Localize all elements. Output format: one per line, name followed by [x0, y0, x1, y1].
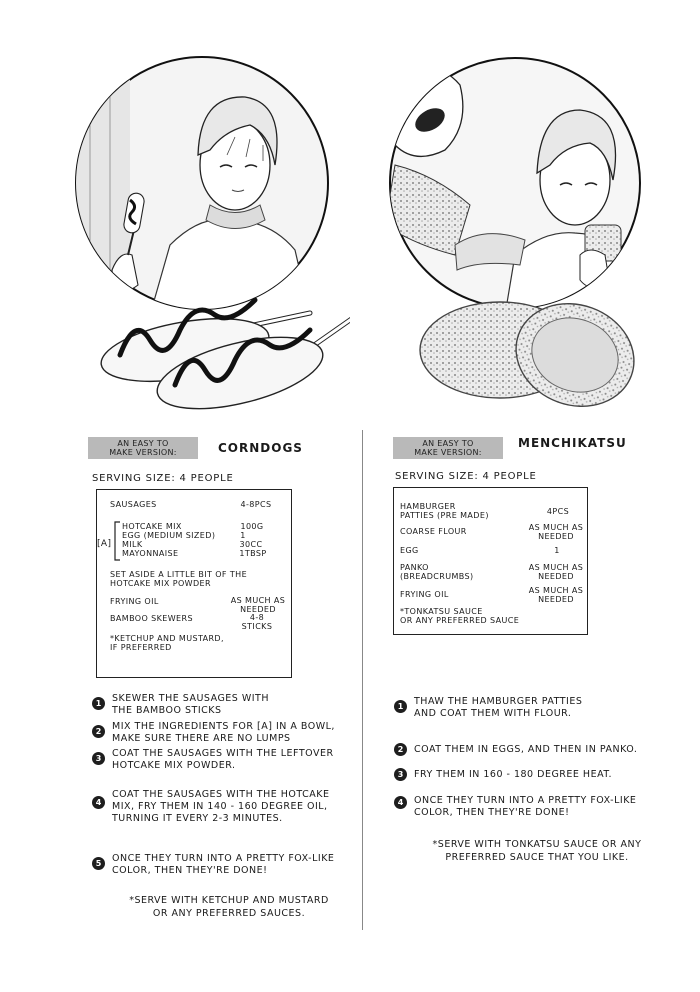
ingredient-qty: AS MUCH AS NEEDED [528, 563, 584, 581]
corndog-illustration [60, 55, 350, 435]
ingredient-name: MAYONNAISE [122, 549, 179, 558]
step-text: THAW THE HAMBURGER PATTIES AND COAT THEM WITH FLOUR. [414, 696, 583, 719]
ingredient-name: COARSE FLOUR [400, 527, 467, 536]
ingredient-qty: 4PCS [546, 507, 570, 516]
ingredient-qty: 1TBSP [239, 549, 267, 558]
ingredient-name: BAMBOO SKEWERS [110, 614, 193, 623]
ingredient-note: SET ASIDE A LITTLE BIT OF THE HOTCAKE MIX POWDER [110, 570, 248, 588]
ingredient-note: *TONKATSU SAUCE OR ANY PREFERRED SAUCE [400, 607, 520, 625]
ingredient-qty: 30CC [239, 540, 263, 549]
recipe-title: MENCHIKATSU [518, 436, 627, 450]
step-text: COAT THE SAUSAGES WITH THE HOTCAKE MIX, FRY THEM IN 140 - 160 DEGREE OIL, TURNING IT EVERY 2-3 MINUTES. [112, 789, 330, 824]
ingredient-group-label: [A] [97, 539, 112, 549]
step-number: 2 [92, 725, 105, 738]
ingredient-qty: 100G [240, 522, 264, 531]
ingredient-name: FRYING OIL [110, 597, 159, 606]
step-text: COAT THEM IN EGGS, AND THEN IN PANKO. [414, 744, 638, 755]
step-text: FRY THEM IN 160 - 180 DEGREE HEAT. [414, 769, 613, 780]
step-number: 2 [394, 743, 407, 756]
step-text: ONCE THEY TURN INTO A PRETTY FOX-LIKE COLOR, THEN THEY'RE DONE! [414, 795, 637, 818]
step-text: COAT THE SAUSAGES WITH THE LEFTOVER HOTCAKE MIX POWDER. [112, 748, 334, 771]
step-text: ONCE THEY TURN INTO A PRETTY FOX-LIKE COLOR, THEN THEY'RE DONE! [112, 853, 335, 876]
step-text: SKEWER THE SAUSAGES WITH THE BAMBOO STICKS [112, 693, 270, 716]
corndogs-plate [96, 300, 350, 423]
recipe-title: CORNDOGS [218, 441, 303, 455]
step-text: MIX THE INGREDIENTS FOR [A] IN A BOWL, MAKE SURE THERE ARE NO LUMPS [112, 721, 335, 744]
easy-version-tag: AN EASY TO MAKE VERSION: [393, 437, 503, 459]
serving-size: SERVING SIZE: 4 PEOPLE [395, 471, 537, 482]
step-number: 4 [92, 796, 105, 809]
serving-note: *SERVE WITH TONKATSU SAUCE OR ANY PREFERRED SAUCE THAT YOU LIKE. [432, 839, 642, 863]
ingredient-name: PANKO (BREADCRUMBS) [400, 563, 474, 581]
step-number: 1 [394, 700, 407, 713]
ingredient-qty: 1 [240, 531, 246, 540]
group-bracket [113, 521, 121, 561]
ingredient-note: *KETCHUP AND MUSTARD, IF PREFERRED [110, 634, 224, 652]
ingredient-name: HAMBURGER PATTIES (PRE MADE) [400, 502, 489, 520]
step-number: 1 [92, 697, 105, 710]
ingredient-qty: 4-8PCS [240, 500, 272, 509]
ingredient-name: HOTCAKE MIX [122, 522, 182, 531]
ingredient-qty: 1 [554, 546, 560, 555]
ingredient-qty: AS MUCH AS NEEDED [230, 596, 286, 614]
ingredient-qty: AS MUCH AS NEEDED [528, 586, 584, 604]
ingredient-qty: AS MUCH AS NEEDED [528, 523, 584, 541]
ingredient-qty: 4-8 STICKS [241, 613, 273, 631]
ingredient-name: MILK [122, 540, 143, 549]
ingredient-name: SAUSAGES [110, 500, 157, 509]
ingredient-name: EGG [400, 546, 419, 555]
step-number: 4 [394, 796, 407, 809]
menchikatsu-illustration [375, 55, 675, 415]
step-number: 5 [92, 857, 105, 870]
menchikatsu-plate [420, 287, 648, 415]
ingredient-name: EGG (MEDIUM SIZED) [122, 531, 216, 540]
serving-note: *SERVE WITH KETCHUP AND MUSTARD OR ANY PREFERRED SAUCES. [129, 895, 329, 919]
easy-version-tag: AN EASY TO MAKE VERSION: [88, 437, 198, 459]
serving-size: SERVING SIZE: 4 PEOPLE [92, 473, 234, 484]
step-number: 3 [92, 752, 105, 765]
ingredient-name: FRYING OIL [400, 590, 449, 599]
step-number: 3 [394, 768, 407, 781]
column-divider [362, 430, 363, 930]
